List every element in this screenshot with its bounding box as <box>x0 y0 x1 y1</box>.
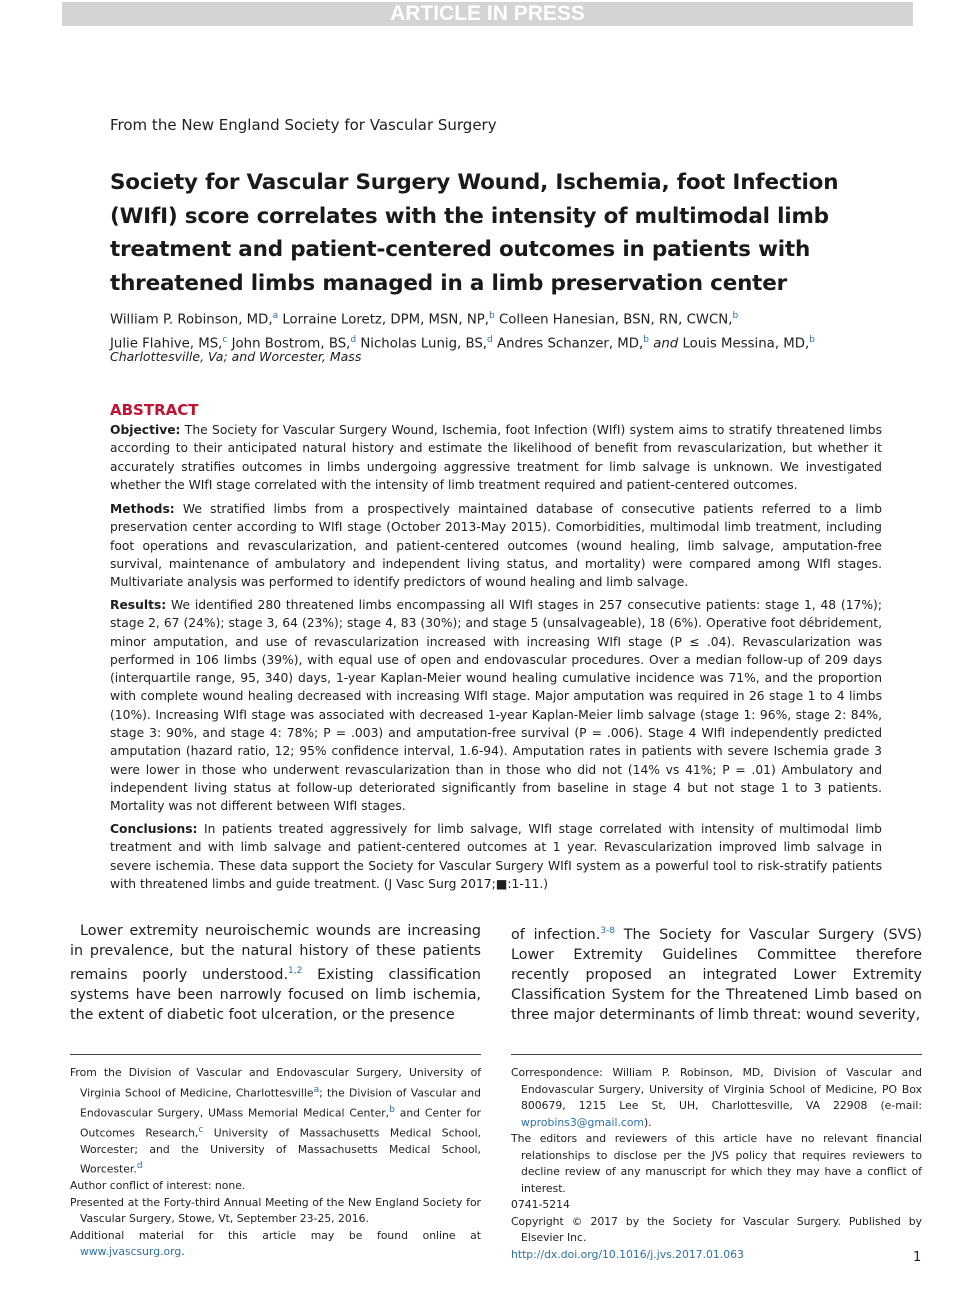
doi-link[interactable]: http://dx.doi.org/10.1016/j.jvs.2017.01.063 <box>511 1247 744 1261</box>
additional-material-footnote: Additional material for this article may be found online at www.jvascsurg.org. <box>70 1228 481 1259</box>
results-text: We identified 280 threatened limbs encompassing all WIfI stages in 257 consecutive patients: stage 1, 48 (17%); stage 2, 67 (24%); stage 3, 64 (23%); stage 4, 83 (30%); and stage 5 (unsalvageable), 18 (6%). Operative foot débridement, minor amputation, and use of revascularization increased with increasing WIfI stage (P ≤ .04). Revascularization was performed in 106 limbs (39%), with equal use of open and endovascular procedures. Over a median follow-up of 209 days (interquartile range, 95, 340) days, 1-year Kaplan-Meier wound healing cumulative incidence was 71%, and the proportion with complete wound healing decreased with increasing WIfI stage. Major amputation was required in 26 stage 1 to 4 limbs (10%). Increasing WIfI stage was associated with decreased 1-year Kaplan-Meier limb salvage (stage 1: 96%, stage 2: 84%, stage 3: 90%, and stage 4: 78%; P = .003) and amputation-free survival (P = .006). Stage 4 WIfI independently predicted amputation (hazard ratio, 12; 95% confidence interval, 1.6-94). Amputation rates in patients with severe Ischemia grade 3 were lower in those who underwent revascularization than in those who did not (14% vs 41%; P = .01) Ambulatory and independent living status at follow-up deteriorated significantly from baseline in stage 4 but not stage 1 to 3 patients. Mortality was not different between WIfI stages. <box>110 598 882 814</box>
author-name[interactable]: Lorraine Loretz, DPM, MSN, NP, <box>278 312 490 328</box>
author-affil-mark[interactable]: b <box>732 311 739 321</box>
author-name[interactable]: Julie Flahive, MS, <box>110 336 223 352</box>
author-line-1 <box>110 306 900 330</box>
author-name[interactable]: Andres Schanzer, MD, <box>492 336 644 352</box>
footnotes-left <box>70 1065 481 1261</box>
body-text: The Society for Vascular Surgery (SVS) Lower Extremity Guidelines Committee therefore recently proposed an integrated Lower Extremity Classification System for the Threatened Limb based on three major determinants of limb threat: wound severity, <box>511 926 922 1023</box>
body-column-left <box>70 921 481 1025</box>
affiliations-footnote: From the Division of Vascular and Endovascular Surgery, University of Virginia School of Medicine, Charlottesville$^a$; the Division of Vascular and Endovascular Surgery, UMass Memorial Medical Center,$^b$ and Center for Outcomes Research,$^c$ University of Massachusetts Medical School, Worcester; and the University of Massachusetts Medical School, Worcester.$^d$ <box>70 1066 481 1176</box>
body-column-right <box>511 921 922 1025</box>
conflict-footnote: Author conflict of interest: none. <box>70 1179 246 1193</box>
body-text: of infection. <box>511 926 601 943</box>
author-location: Charlottesville, Va; and Worcester, Mass <box>110 349 362 364</box>
author-name[interactable]: Louis Messina, MD, <box>682 336 810 352</box>
journal-website-link[interactable]: www.jvascsurg.org <box>80 1245 182 1259</box>
article-title: Society for Vascular Surgery Wound, Ischemia, foot Infection (WIfI) score correlates with the intensity of multimodal limb treatment and patient-centered outcomes in patients with threatened limbs managed in a limb preservation center <box>110 170 839 296</box>
results-label: Results: <box>110 598 167 612</box>
editors-disclosure: The editors and reviewers of this article have no relevant financial relationships to disclose per the JVS policy that requires reviewers to decline review of any manuscript for which they may have a conflict of interest. <box>511 1132 922 1195</box>
citation-link[interactable]: 1,2 <box>288 966 303 976</box>
author-affil-mark[interactable]: d <box>350 335 357 346</box>
author-affil-mark[interactable]: d <box>487 335 493 346</box>
footnotes-right <box>511 1065 922 1263</box>
methods-text: We stratified limbs from a prospectively maintained database of consecutive patients referred to a limb preservation center according to WIfI stage (October 2013-May 2015). Comorbidities, multimodal limb treatment, including foot operations and revascularization, and patient-centered outcomes (wound healing, limb salvage, amputation-free survival, maintenance of ambulatory and independent living status, and mortality) were compared among WIfI stages. Multivariate analysis was performed to identify predictors of wound healing and limb salvage. <box>110 502 882 590</box>
objective-text: The Society for Vascular Surgery Wound, Ischemia, foot Infection (WIfI) system aims to stratify threatened limbs according to their anticipated natural history and estimate the likelihood of benefit from revascularization, but whether it accurately stratifies outcomes in limbs undergoing aggressive treatment for limb salvage is unknown. We investigated whether the WIfI stage correlated with the intensity of limb treatment required and patient-centered outcomes. <box>110 423 882 492</box>
article-in-press-banner: ARTICLE IN PRESS <box>62 2 913 26</box>
abstract-conclusions <box>110 820 882 893</box>
abstract-objective <box>110 421 882 494</box>
author-name[interactable]: Colleen Hanesian, BSN, RN, CWCN, <box>494 312 733 328</box>
abstract-heading: ABSTRACT <box>110 401 199 419</box>
author-list <box>110 306 900 355</box>
conclusions-text: In patients treated aggressively for limb salvage, WIfI stage correlated with intensity of multimodal limb treatment and with limb salvage and patient-centered outcomes at 1 year. Revascularization improved limb salvage in severe ischemia. These data support the Society for Vascular Surgery WIfI system as a powerful tool to risk-stratify patients with threatened limbs and guide treatment. (J Vasc Surg 2017;■:1-11.) <box>110 822 882 891</box>
presented-footnote: Presented at the Forty-third Annual Meeting of the New England Society for Vascular Surgery, Stowe, Vt, September 23-25, 2016. <box>70 1195 481 1226</box>
conclusions-label: Conclusions: <box>110 822 198 836</box>
methods-label: Methods: <box>110 502 175 516</box>
objective-label: Objective: <box>110 423 181 437</box>
author-conjunction: and <box>648 336 683 352</box>
citation-link[interactable]: 3-8 <box>600 926 615 936</box>
author-name[interactable]: John Bostrom, BS, <box>227 336 351 352</box>
footnote-divider-left <box>70 1054 481 1055</box>
author-affil-mark[interactable]: a <box>272 311 279 321</box>
abstract-results <box>110 596 882 816</box>
issn: 0741-5214 <box>511 1198 570 1211</box>
page-number: 1 <box>913 1250 922 1265</box>
author-affil-mark[interactable]: c <box>222 335 228 346</box>
body-text: Lower extremity neuroischemic wounds are increasing in prevalence, but the natural history of these patients remains poorly understood. <box>70 923 481 983</box>
abstract-methods <box>110 500 882 591</box>
footnote-divider-right <box>511 1054 922 1055</box>
author-name[interactable]: William P. Robinson, MD, <box>110 312 273 328</box>
author-affil-mark[interactable]: b <box>809 335 815 346</box>
author-name[interactable]: Nicholas Lunig, BS, <box>356 336 488 352</box>
society-heading: From the New England Society for Vascular Surgery <box>110 116 497 134</box>
author-affil-mark[interactable]: b <box>643 335 649 346</box>
copyright: Copyright © 2017 by the Society for Vascular Surgery. Published by Elsevier Inc. <box>511 1214 922 1244</box>
body-text: Existing classification systems have been narrowly focused on limb ischemia, the extent of diabetic foot ulceration, or the presence <box>70 966 481 1023</box>
author-affil-mark[interactable]: b <box>489 311 495 321</box>
email-link[interactable]: wprobins3@gmail.com <box>521 1115 644 1129</box>
correspondence-footnote: Correspondence: William P. Robinson, MD, Division of Vascular and Endovascular Surgery, University of Virginia School of Medicine, PO Box 800679, 1215 Lee St, UH, Charlottesville, VA 22908 (e-mail: wprobins3@gmail.com). <box>511 1066 922 1129</box>
